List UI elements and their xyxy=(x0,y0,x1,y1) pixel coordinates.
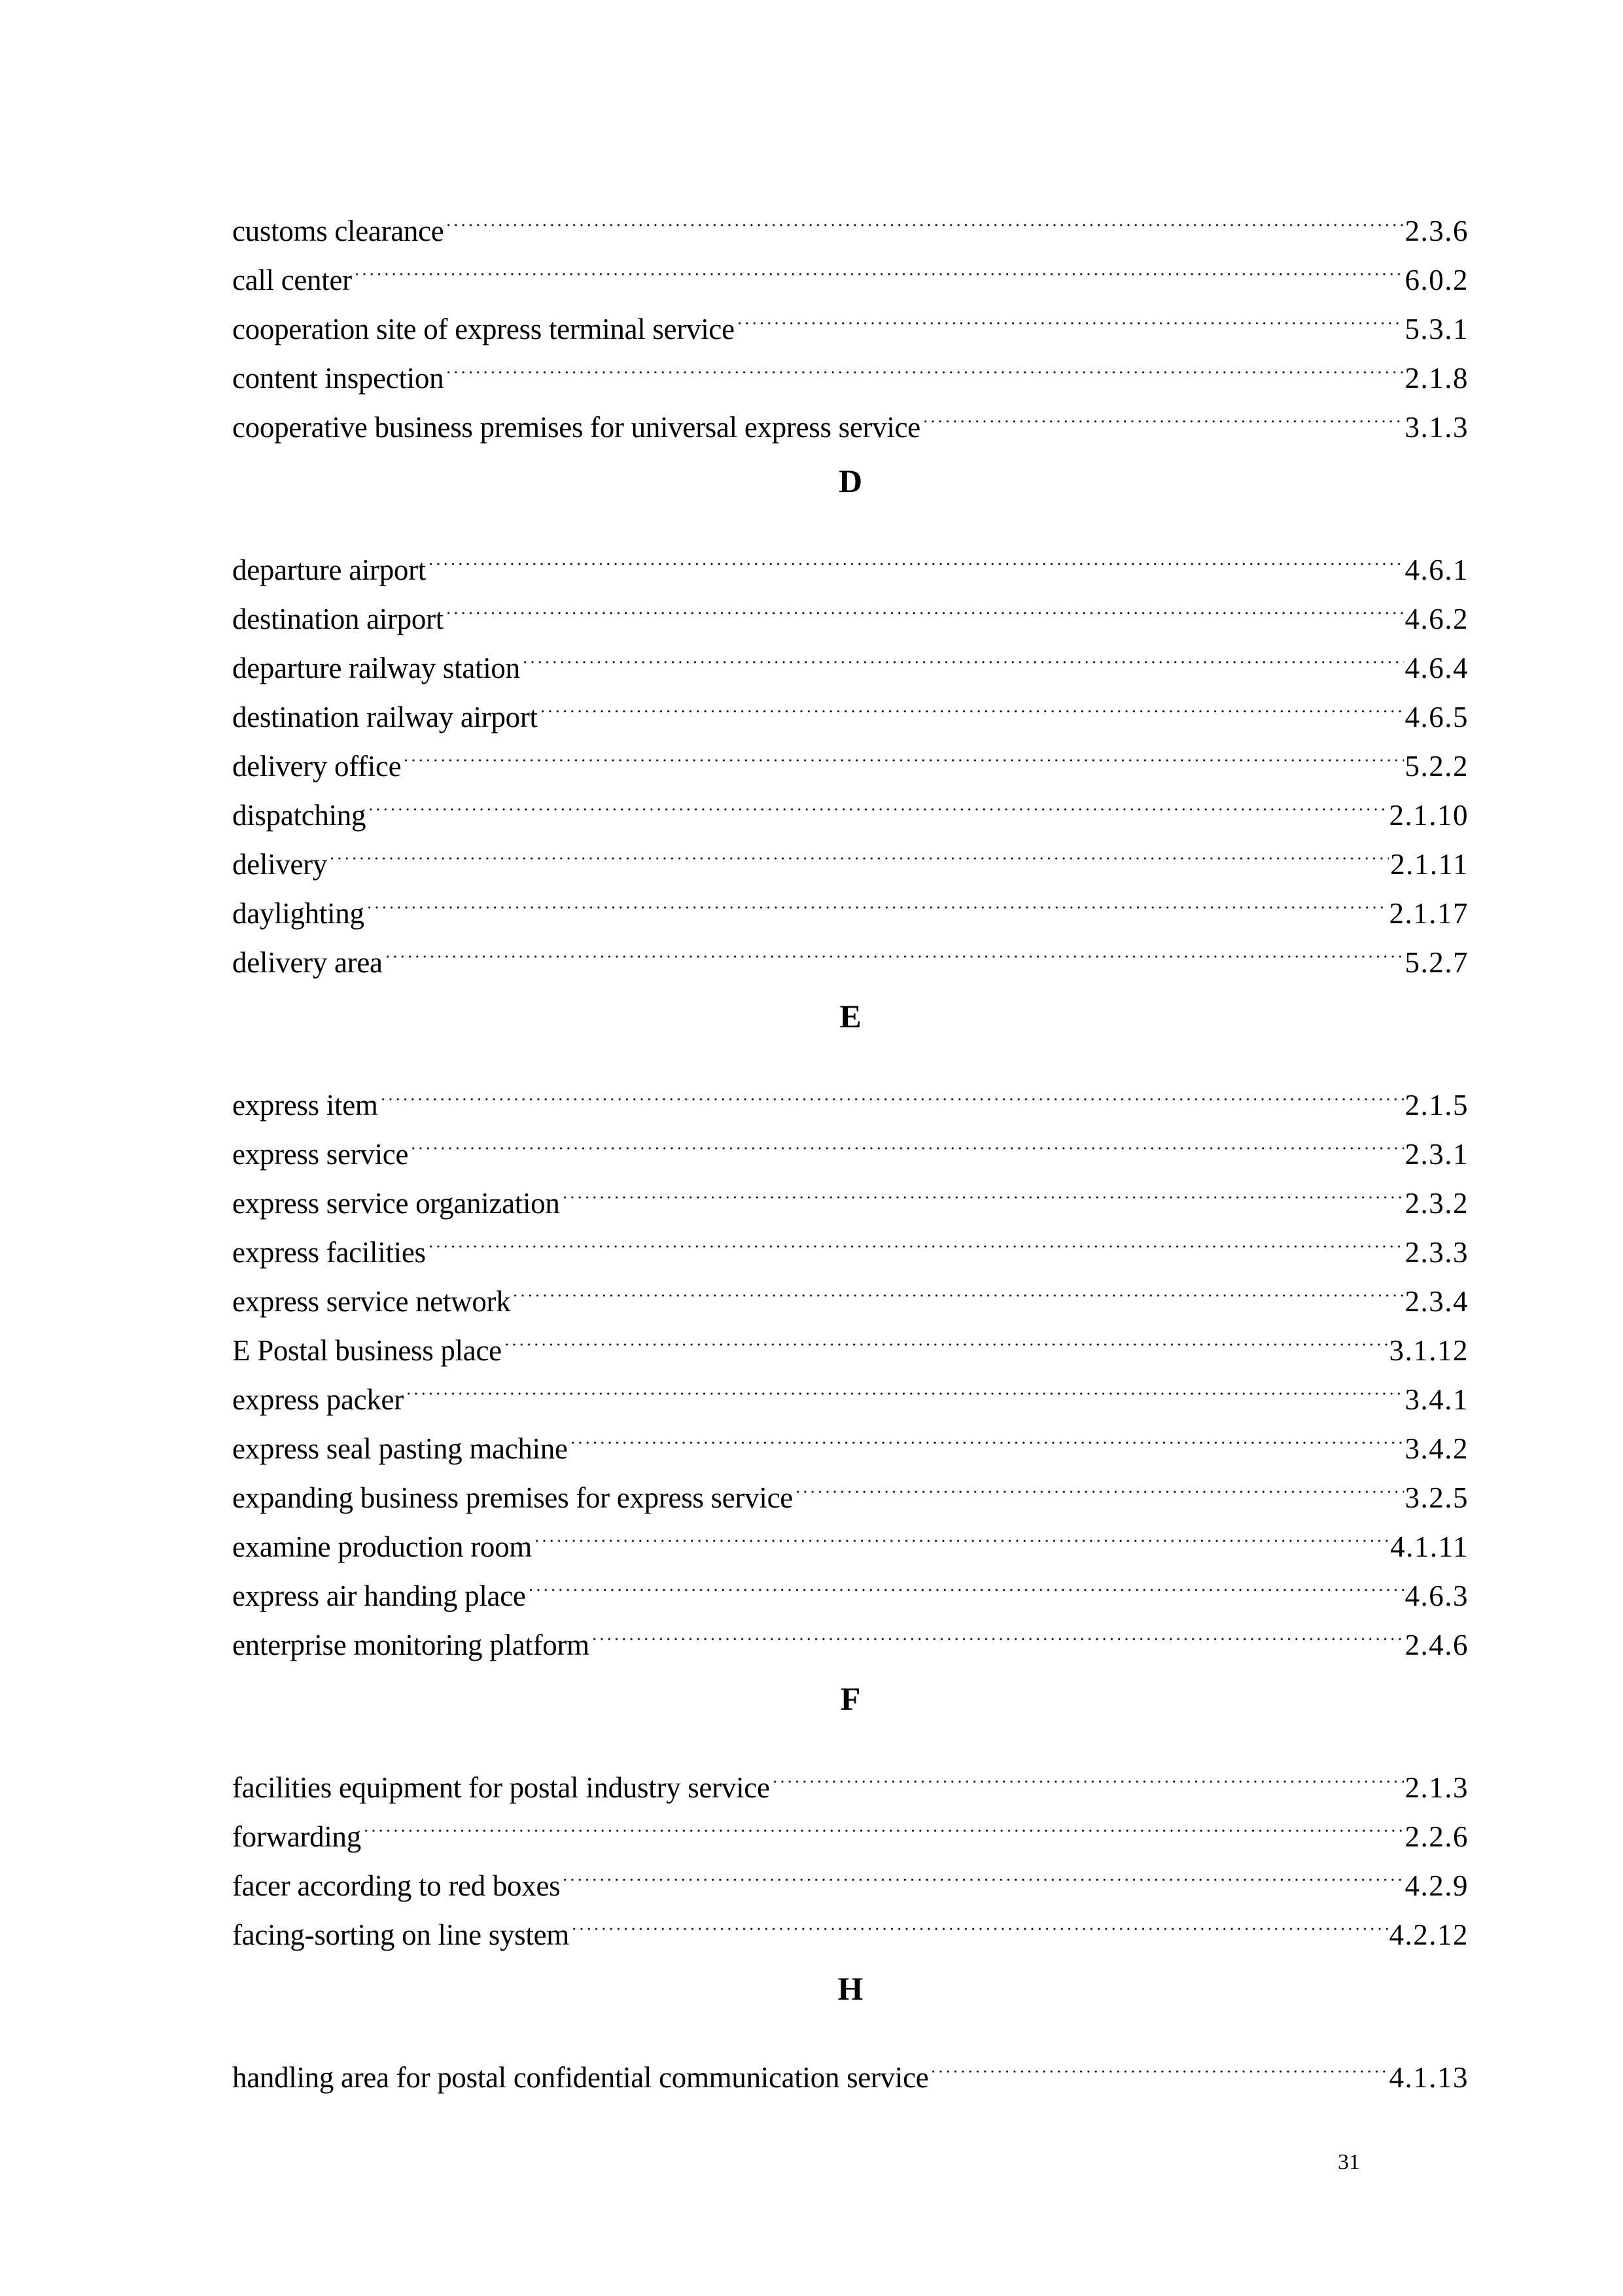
letter-heading: F xyxy=(840,1680,861,1717)
index-entry xyxy=(232,825,1469,881)
index-groups xyxy=(232,192,1469,2094)
index-term: express service network xyxy=(232,1285,511,1318)
dot-leader xyxy=(561,1846,1403,1896)
index-entry xyxy=(232,1115,1469,1171)
dot-leader xyxy=(569,1409,1404,1458)
index-term: delivery xyxy=(232,848,328,881)
dot-leader xyxy=(353,241,1404,290)
dot-leader xyxy=(379,1066,1404,1115)
dot-leader xyxy=(794,1458,1404,1508)
index-term: express facilities xyxy=(232,1236,426,1269)
clause-reference: 3.4.2 xyxy=(1405,1432,1469,1465)
index-term: destination airport xyxy=(232,603,444,635)
index-term: facilities equipment for postal industry service xyxy=(232,1771,770,1804)
index-entry xyxy=(232,290,1469,345)
clause-reference: 5.2.7 xyxy=(1405,946,1469,979)
index-term: dispatching xyxy=(232,799,366,832)
index-entry xyxy=(232,192,1469,247)
index-entry xyxy=(232,1164,1469,1220)
dot-leader xyxy=(771,1748,1404,1797)
index-entry xyxy=(232,1360,1469,1416)
clause-reference: 2.1.3 xyxy=(1405,1771,1469,1804)
page-number: 31 xyxy=(1338,2150,1360,2174)
dot-leader xyxy=(445,580,1404,629)
index-term: E Postal business place xyxy=(232,1334,502,1367)
clause-reference: 2.3.6 xyxy=(1405,215,1469,247)
index-entry xyxy=(232,241,1469,296)
clause-reference: 5.2.2 xyxy=(1405,750,1469,783)
dot-leader xyxy=(384,923,1404,972)
dot-leader xyxy=(512,1262,1403,1311)
index-entry xyxy=(232,2038,1469,2094)
clause-reference: 4.1.13 xyxy=(1389,2061,1469,2094)
dot-leader xyxy=(445,339,1403,388)
index-entry xyxy=(232,1066,1469,1122)
dot-leader xyxy=(405,1360,1404,1409)
index-term: delivery office xyxy=(232,750,402,783)
index-group xyxy=(232,457,1469,979)
index-term: express seal pasting machine xyxy=(232,1432,568,1465)
letter-heading: E xyxy=(839,998,862,1034)
clause-reference: 3.1.3 xyxy=(1405,411,1469,444)
clause-reference: 2.1.11 xyxy=(1390,848,1469,881)
dot-leader xyxy=(533,1508,1389,1557)
clause-reference: 2.3.1 xyxy=(1405,1138,1469,1171)
letter-heading: H xyxy=(837,1970,864,2007)
clause-reference: 2.2.6 xyxy=(1405,1820,1469,1853)
index-term: express air handing place xyxy=(232,1580,526,1612)
index-term: facer according to red boxes xyxy=(232,1869,561,1902)
clause-reference: 2.1.17 xyxy=(1389,897,1469,930)
index-term: facing-sorting on line system xyxy=(232,1918,569,1951)
dot-leader xyxy=(503,1311,1388,1360)
dot-leader xyxy=(362,1797,1404,1846)
dot-leader xyxy=(922,388,1404,437)
index-entry xyxy=(232,776,1469,832)
index-term: cooperative business premises for universal express service xyxy=(232,411,920,444)
index-term: express item xyxy=(232,1089,378,1122)
dot-leader xyxy=(328,825,1389,874)
dot-leader xyxy=(427,1213,1404,1262)
index-entry xyxy=(232,1409,1469,1465)
index-term: daylighting xyxy=(232,897,364,930)
index-term: call center xyxy=(232,264,352,296)
index-term: forwarding xyxy=(232,1820,361,1853)
dot-leader xyxy=(445,192,1403,241)
index-term: express service organization xyxy=(232,1187,560,1220)
dot-leader xyxy=(410,1115,1403,1164)
clause-reference: 3.2.5 xyxy=(1405,1481,1469,1514)
index-term: content inspection xyxy=(232,362,444,395)
dot-leader xyxy=(427,531,1404,580)
clause-reference: 3.4.1 xyxy=(1405,1383,1469,1416)
clause-reference: 4.1.11 xyxy=(1390,1530,1469,1563)
clause-reference: 2.3.4 xyxy=(1405,1285,1469,1318)
index-term: cooperation site of express terminal service xyxy=(232,313,735,345)
clause-reference: 3.1.12 xyxy=(1389,1334,1469,1367)
index-term: handling area for postal confidential communication service xyxy=(232,2061,929,2094)
index-term: departure railway station xyxy=(232,652,520,684)
dot-leader xyxy=(521,629,1404,678)
clause-reference: 4.6.1 xyxy=(1405,554,1469,586)
clause-reference: 2.3.3 xyxy=(1405,1236,1469,1269)
dot-leader xyxy=(527,1557,1404,1606)
index-entry xyxy=(232,531,1469,586)
dot-leader xyxy=(367,776,1387,825)
index-group xyxy=(232,992,1469,1661)
index-page xyxy=(232,192,1469,2094)
index-entry xyxy=(232,874,1469,930)
index-group xyxy=(232,1674,1469,1951)
clause-reference: 2.1.8 xyxy=(1405,362,1469,395)
clause-reference: 2.4.6 xyxy=(1405,1629,1469,1661)
index-term: customs clearance xyxy=(232,215,444,247)
dot-leader xyxy=(591,1606,1404,1655)
index-entry xyxy=(232,727,1469,783)
index-term: delivery area xyxy=(232,946,383,979)
dot-leader xyxy=(539,678,1404,727)
index-term: destination railway airport xyxy=(232,701,538,733)
clause-reference: 4.6.2 xyxy=(1405,603,1469,635)
index-group xyxy=(232,1964,1469,2094)
dot-leader xyxy=(930,2038,1387,2087)
clause-reference: 4.6.3 xyxy=(1405,1580,1469,1612)
index-entry xyxy=(232,923,1469,979)
clause-reference: 2.3.2 xyxy=(1405,1187,1469,1220)
index-term: enterprise monitoring platform xyxy=(232,1629,589,1661)
index-term: express packer xyxy=(232,1383,404,1416)
clause-reference: 2.1.10 xyxy=(1389,799,1469,832)
index-entry xyxy=(232,1748,1469,1804)
index-term: departure airport xyxy=(232,554,426,586)
clause-reference: 2.1.5 xyxy=(1405,1089,1469,1122)
clause-reference: 4.2.9 xyxy=(1405,1869,1469,1902)
dot-leader xyxy=(366,874,1388,923)
index-entry xyxy=(232,1797,1469,1853)
dot-leader xyxy=(570,1896,1388,1945)
index-term: examine production room xyxy=(232,1530,532,1563)
index-term: expanding business premises for express service xyxy=(232,1481,793,1514)
clause-reference: 5.3.1 xyxy=(1405,313,1469,345)
dot-leader xyxy=(736,290,1404,339)
clause-reference: 4.6.5 xyxy=(1405,701,1469,733)
index-entry xyxy=(232,1846,1469,1902)
letter-heading: D xyxy=(838,463,863,499)
clause-reference: 6.0.2 xyxy=(1405,264,1469,296)
clause-reference: 4.6.4 xyxy=(1405,652,1469,684)
index-group xyxy=(232,192,1469,444)
index-term: express service xyxy=(232,1138,409,1171)
dot-leader xyxy=(561,1164,1404,1213)
clause-reference: 4.2.12 xyxy=(1389,1918,1469,1951)
dot-leader xyxy=(402,727,1403,776)
